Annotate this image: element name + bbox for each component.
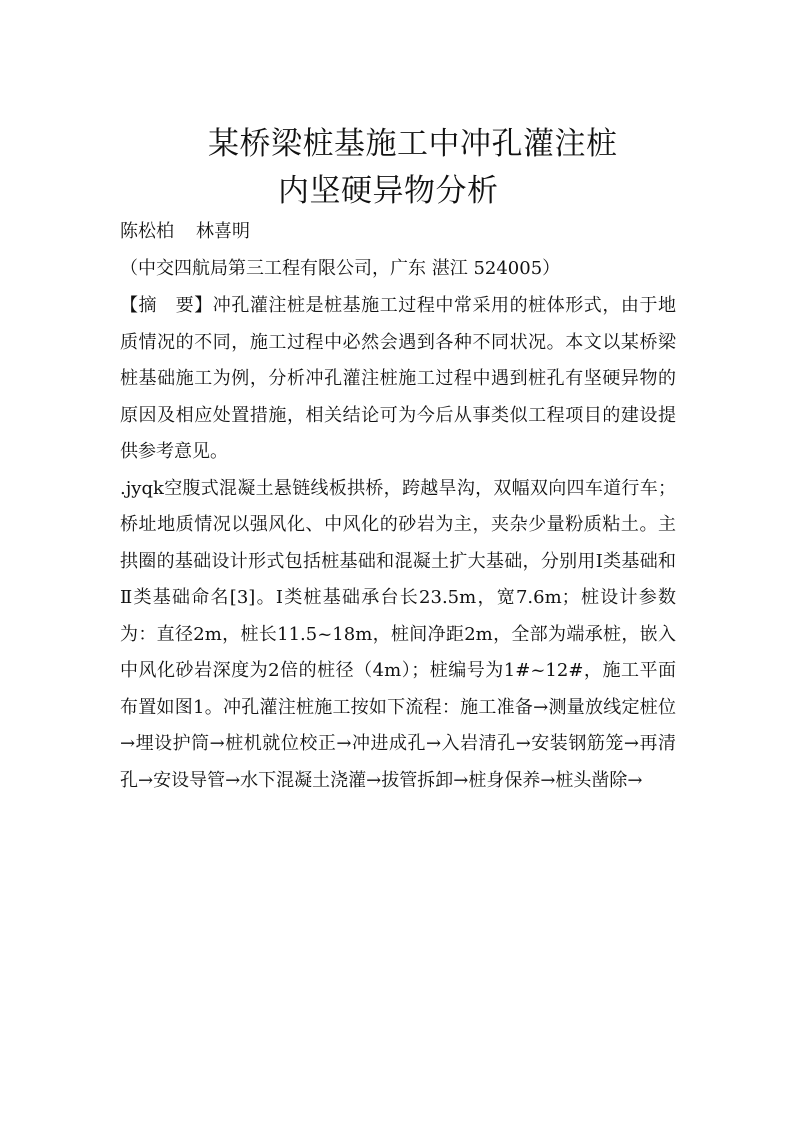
author-line [120,214,676,250]
body-paragraph: .jyqk空腹式混凝土悬链线板拱桥，跨越旱沟，双幅双向四车道行车；桥址地质情况以强风化、中风化的砂岩为主，夹杂少量粉质粘土。主拱圈的基础设计形式包括桩基础和混凝土扩大基础，分别用Ⅰ类基础和Ⅱ类基础命名[3]。Ⅰ类桩基础承台长23.5m，宽7.6m；桩设计参数为：直径2m，桩长11.5~18m，桩间净距2m，全部为端承桩，嵌入中风化砂岩深度为2倍的桩径（4m）；桩编号为1#~12#，施工平面布置如图1。冲孔灌注桩施工按如下流程：施工准备→测量放线定桩位→埋设护筒→桩机就位校正→冲进成孔→入岩清孔→安装钢筋笼→再清孔→安设导管→水下混凝土浇灌→拔管拆卸→桩身保养→桩头凿除→ [120,477,676,791]
title-line-1: 某桥梁桩基施工中冲孔灌注桩 [208,125,618,162]
author-name: 陈松柏 [120,221,174,242]
title-line-2: 内坚硬异物分析 [278,172,499,209]
abstract-label: 【摘 要】 [120,295,213,316]
author-name: 林喜明 [196,221,250,242]
abstract-paragraph [120,288,676,471]
document-body [120,214,676,799]
affiliation-line: （中交四航局第三工程有限公司，广东 湛江 524005） [120,258,561,279]
abstract-text: 冲孔灌注桩是桩基施工过程中常采用的桩体形式，由于地质情况的不同，施工过程中必然会遇到各种不同状况。本文以某桥梁桩基础施工为例，分析冲孔灌注桩施工过程中遇到桩孔有坚硬异物的原因及相应处置措施，相关结论可为今后从事类似工程项目的建设提供参考意见。 [120,295,677,462]
document-title [120,121,680,215]
